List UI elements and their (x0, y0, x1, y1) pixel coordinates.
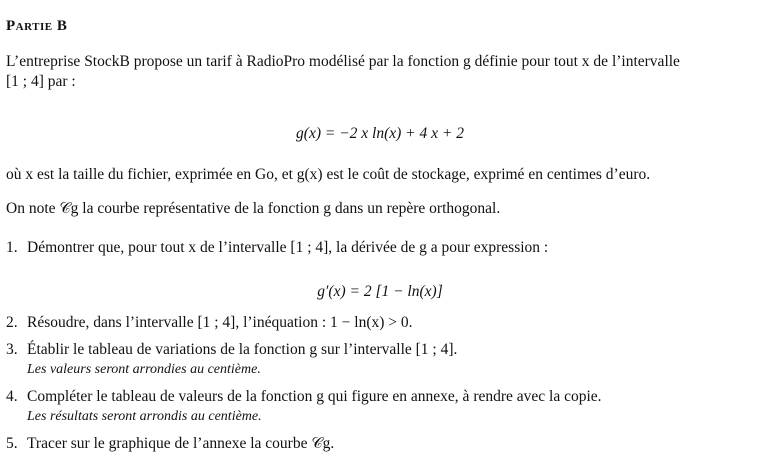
question-4 (6, 387, 602, 407)
question-2 (6, 313, 413, 333)
question-3 (6, 340, 457, 360)
question-4-note: Les résultats seront arrondis au centième. (27, 409, 262, 424)
equation-g: g(x) = −2 x ln(x) + 4 x + 2 (296, 125, 464, 142)
question-text: Établir le tableau de variations de la fonction g sur l’intervalle [1 ; 4]. (27, 341, 458, 358)
question-number: 4. (6, 388, 18, 405)
question-3-note: Les valeurs seront arrondies au centième. (27, 362, 261, 377)
curve-note: On note 𝒞g la courbe représentative de la fonction g dans un repère orthogonal. (6, 200, 501, 217)
question-text: Résoudre, dans l’intervalle [1 ; 4], l’inéquation : 1 − ln(x) > 0. (27, 314, 413, 331)
question-text: Tracer sur le graphique de l’annexe la courbe 𝒞g. (27, 435, 335, 452)
question-number: 1. (6, 239, 18, 256)
intro-line-2: [1 ; 4] par : (6, 73, 76, 90)
question-text: Démontrer que, pour tout x de l’intervalle [1 ; 4], la dérivée de g a pour expression : (27, 239, 549, 256)
intro-line-1: L’entreprise StockB propose un tarif à RadioPro modélisé par la fonction g définie pour tout x de l’intervalle (6, 53, 680, 70)
question-number: 2. (6, 314, 18, 331)
question-text: Compléter le tableau de valeurs de la fonction g qui figure en annexe, à rendre avec la copie. (27, 388, 602, 405)
question-5 (6, 434, 334, 454)
question-number: 3. (6, 341, 18, 358)
question-1 (6, 238, 548, 258)
explanation-text: où x est la taille du fichier, exprimée en Go, et g(x) est le coût de stockage, exprimé en centimes d’euro. (6, 166, 651, 183)
equation-g-prime: g′(x) = 2 [1 − ln(x)] (317, 283, 443, 300)
section-title: Partie B (6, 18, 68, 34)
question-number: 5. (6, 435, 18, 452)
